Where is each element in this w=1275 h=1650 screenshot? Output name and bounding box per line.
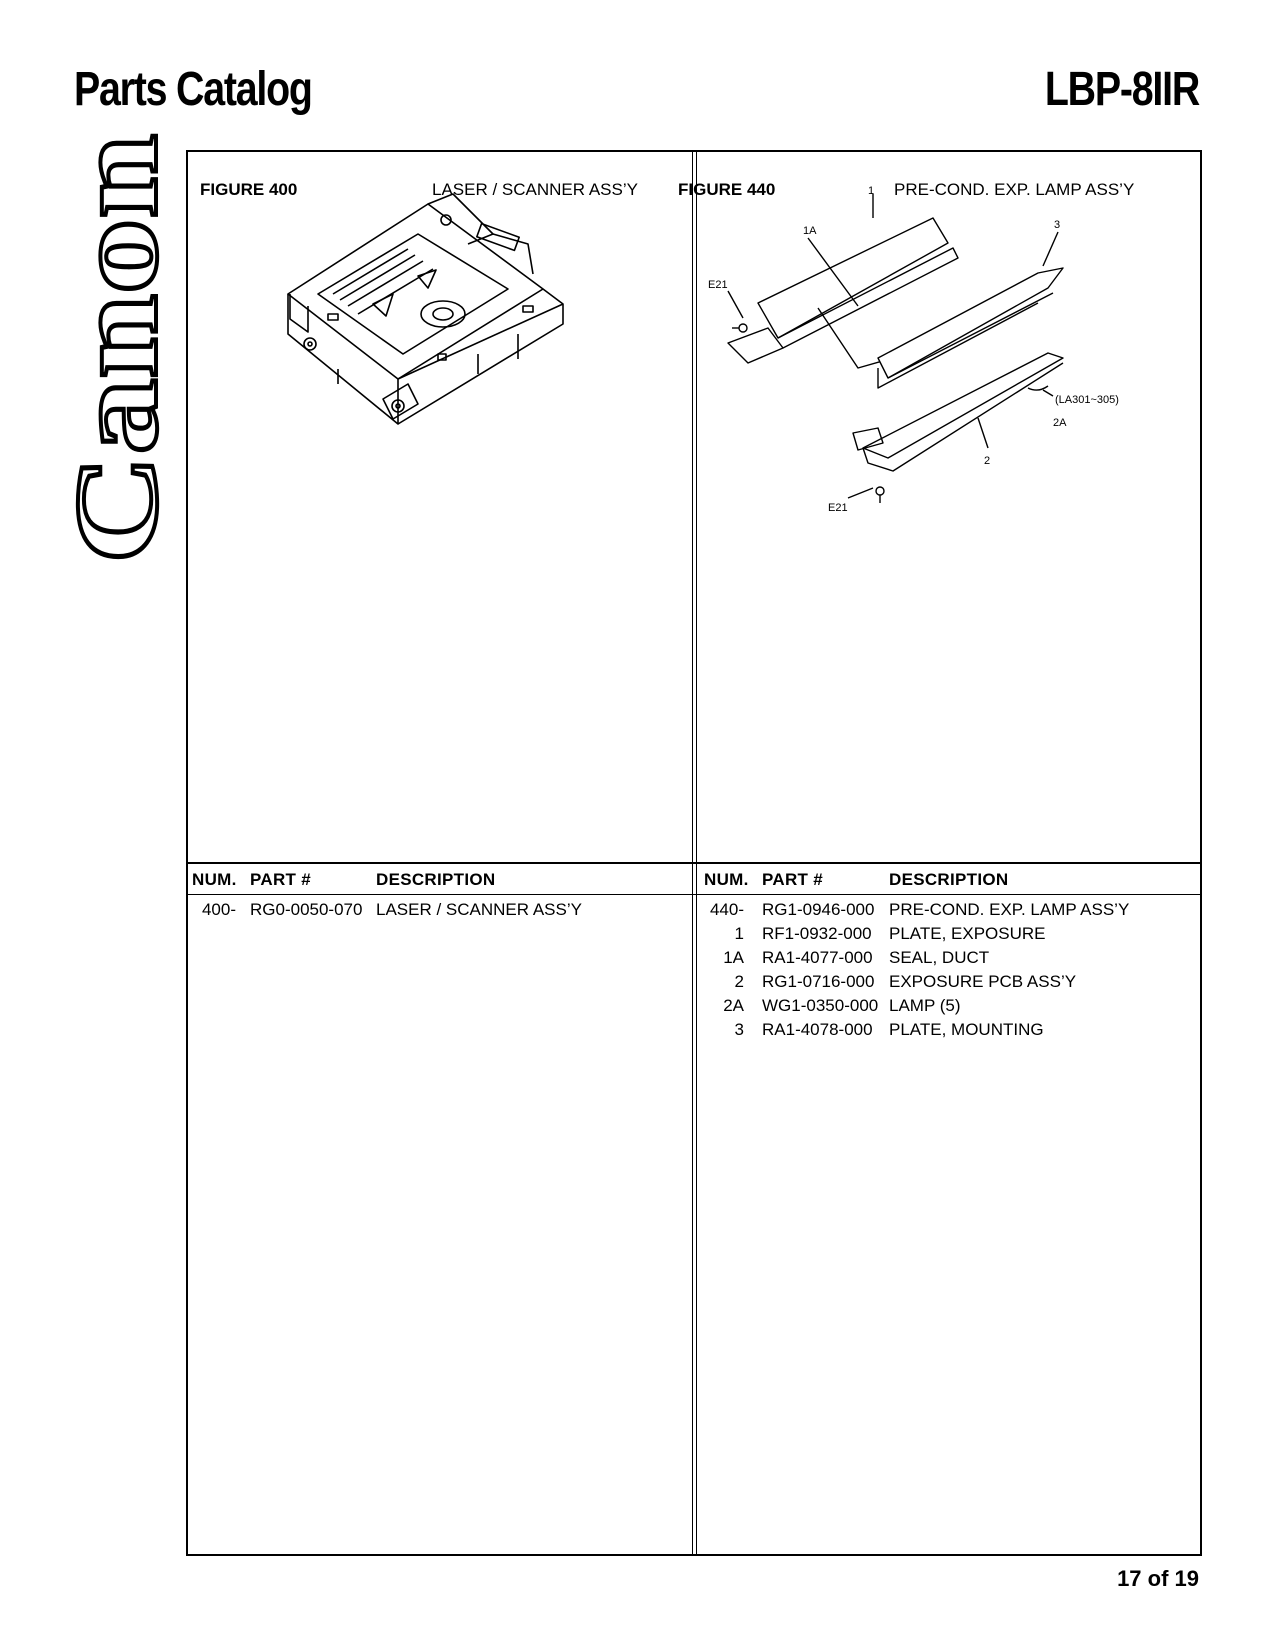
row-part: WG1-0350-000	[762, 996, 879, 1015]
row-part: RA1-4078-000	[762, 1020, 873, 1039]
left-parts-list	[188, 898, 688, 922]
table-top-rule	[188, 862, 1200, 864]
callout-2a: 2A	[1053, 417, 1067, 429]
column-divider	[692, 152, 697, 1554]
figure-440-title: PRE-COND. EXP. LAMP ASS’Y	[894, 180, 1135, 199]
figure-400-title: LASER / SCANNER ASS’Y	[432, 180, 638, 199]
table-header-rule	[188, 894, 1200, 895]
row-num: 1	[734, 924, 744, 943]
callout-1: 1	[868, 185, 875, 197]
catalog-frame	[186, 150, 1202, 1556]
row-num: 2A	[723, 996, 744, 1015]
figure-400-label: FIGURE 400	[200, 180, 298, 199]
table-row	[698, 1018, 1198, 1042]
table-row	[698, 946, 1198, 970]
row-part: RA1-4077-000	[762, 948, 873, 967]
row-num: 440-	[709, 900, 744, 919]
row-desc: PRE-COND. EXP. LAMP ASS’Y	[889, 900, 1130, 919]
row-num: 3	[734, 1020, 744, 1039]
right-col-part: PART #	[762, 870, 823, 889]
right-col-desc: DESCRIPTION	[889, 870, 1009, 889]
catalog-title: Parts Catalog	[74, 63, 312, 116]
table-row	[698, 898, 1198, 922]
row-part: RG1-0946-000	[762, 900, 875, 919]
laser-scanner-drawing	[278, 194, 578, 434]
left-col-num: NUM.	[192, 870, 237, 889]
callout-e21-top: E21	[708, 279, 728, 291]
row-desc: PLATE, MOUNTING	[889, 1020, 1044, 1039]
right-parts-list	[698, 898, 1198, 1042]
model-name: LBP-8IIR	[1044, 63, 1199, 116]
callout-2: 2	[984, 455, 991, 467]
page-number: 17 of 19	[1117, 1566, 1199, 1591]
row-desc: EXPOSURE PCB ASS’Y	[889, 972, 1077, 991]
table-row	[188, 898, 688, 922]
callout-la: (LA301~305)	[1055, 394, 1119, 406]
figure-440-label: FIGURE 440	[678, 180, 776, 199]
left-col-desc: DESCRIPTION	[376, 870, 496, 889]
left-col-part: PART #	[250, 870, 311, 889]
table-row	[698, 994, 1198, 1018]
row-desc: SEAL, DUCT	[889, 948, 990, 967]
row-num: 2	[734, 972, 744, 991]
callout-1a: 1A	[803, 225, 817, 237]
row-desc: PLATE, EXPOSURE	[889, 924, 1046, 943]
svg-text:Canon: Canon	[51, 229, 182, 564]
row-desc: LAMP (5)	[889, 996, 961, 1015]
row-num: 400-	[201, 900, 236, 919]
table-row	[698, 922, 1198, 946]
canon-logo	[51, 128, 182, 568]
row-num: 1A	[723, 948, 744, 967]
row-part: RF1-0932-000	[762, 924, 872, 943]
callout-3: 3	[1054, 219, 1061, 231]
right-col-num: NUM.	[704, 870, 749, 889]
row-part: RG0-0050-070	[250, 900, 363, 919]
row-desc: LASER / SCANNER ASS’Y	[376, 900, 582, 919]
callout-e21-bottom: E21	[828, 502, 848, 514]
table-row	[698, 970, 1198, 994]
row-part: RG1-0716-000	[762, 972, 875, 991]
